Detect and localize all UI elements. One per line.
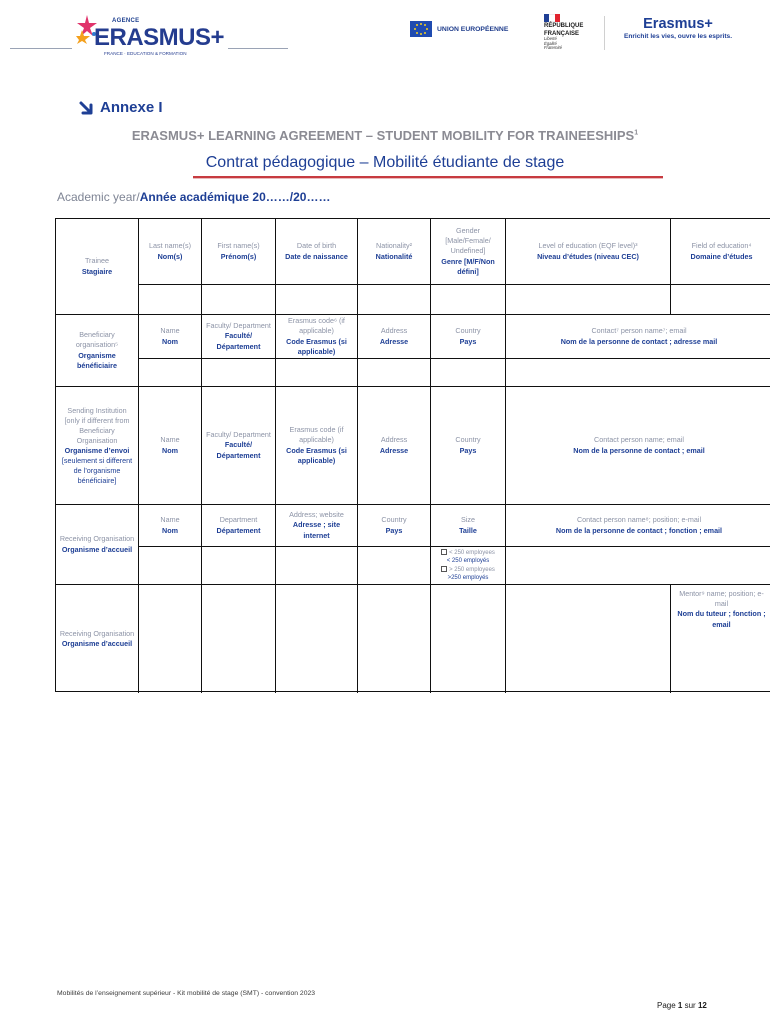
- sending-name-header: Name Nom: [139, 387, 202, 505]
- agence-subtitle: FRANCE · EDUCATION & FORMATION: [104, 51, 187, 56]
- arrow-down-right-icon: [78, 100, 94, 116]
- mentor-blank-cell-5[interactable]: [431, 585, 506, 693]
- mentor-blank-cell-2[interactable]: [202, 585, 276, 693]
- trainee-gender-header: Gender [Male/Female/ Undefined] Genre [M/F/Non défini]: [431, 219, 506, 285]
- erasmus-plus-logo: Erasmus+ Enrichit les vies, ouvre les esprits.: [623, 16, 733, 40]
- receiving-country-input[interactable]: [358, 547, 431, 585]
- beneficiary-address-header: Address Adresse: [358, 315, 431, 359]
- trainee-education-level-header: Level of education (EQF level)³ Niveau d’études (niveau CEC): [506, 219, 671, 285]
- beneficiary-country-header: Country Pays: [431, 315, 506, 359]
- agence-wordmark: ERASMUS+: [94, 24, 225, 51]
- trainee-first-name-input[interactable]: [202, 285, 276, 315]
- receiving-contact-input[interactable]: [506, 547, 770, 585]
- size-over-250-option[interactable]: > 250 employees: [441, 566, 495, 574]
- beneficiary-erasmus-code-input[interactable]: [276, 359, 358, 387]
- document-title: ERASMUS+ LEARNING AGREEMENT – STUDENT MOBILITY FOR TRAINEESHIPS$^1$: [131, 128, 639, 143]
- trainee-last-name-input[interactable]: [139, 285, 202, 315]
- trainee-education-level-input[interactable]: [506, 285, 671, 315]
- beneficiary-row-label: Beneficiary organisation⁵ Organisme bénéficiaire: [56, 315, 139, 387]
- beneficiary-contact-input[interactable]: [506, 359, 770, 387]
- receiving-country-header: Country Pays: [358, 505, 431, 547]
- mentor-header: Mentor⁹ name; position; e-mail Nom du tuteur ; fonction ; email: [677, 589, 766, 629]
- beneficiary-country-input[interactable]: [431, 359, 506, 387]
- sending-erasmus-code-header: Erasmus code (if applicable) Code Erasmus (si applicable): [276, 387, 358, 505]
- logo-divider: [604, 16, 605, 50]
- trainee-field-input[interactable]: [671, 285, 770, 315]
- receiving-name-header: Name Nom: [139, 505, 202, 547]
- sending-country-header: Country Pays: [431, 387, 506, 505]
- eu-flag-icon: [410, 21, 432, 37]
- receiving-row-label: Receiving Organisation Organisme d’accueil: [56, 505, 139, 585]
- beneficiary-name-input[interactable]: [139, 359, 202, 387]
- receiving-address-input[interactable]: [276, 547, 358, 585]
- beneficiary-faculty-input[interactable]: [202, 359, 276, 387]
- trainee-last-name-header: Last name(s) Nom(s): [139, 219, 202, 285]
- beneficiary-address-input[interactable]: [358, 359, 431, 387]
- receiving-department-header: Department Département: [202, 505, 276, 547]
- trainee-gender-input[interactable]: [431, 285, 506, 315]
- receiving-contact-header: Contact person name⁸; position; e-mail Nom de la personne de contact ; fonction ; email: [506, 505, 770, 547]
- trainee-nationality-input[interactable]: [358, 285, 431, 315]
- mentor-blank-cell-4[interactable]: [358, 585, 431, 693]
- mentor-blank-cell-6[interactable]: [506, 585, 671, 693]
- beneficiary-erasmus-code-header: Erasmus code⁶ (if applicable) Code Erasmus (si applicable): [276, 315, 358, 359]
- trainee-field-header: Field of education⁴ Domaine d’études: [671, 219, 770, 285]
- mentor-blank-cell-1[interactable]: [139, 585, 202, 693]
- sending-address-header: Address Adresse: [358, 387, 431, 505]
- agence-erasmus-logo: [76, 10, 236, 56]
- trainee-dob-header: Date of birth Date de naissance: [276, 219, 358, 285]
- page-number: Page 1 sur 12: [657, 1001, 707, 1010]
- french-flag-icon: [544, 14, 560, 22]
- document-subtitle: Contrat pédagogique – Mobilité étudiante de stage: [205, 154, 565, 171]
- receiving-size-header: Size Taille: [431, 505, 506, 547]
- annexe-heading: Annexe I: [78, 99, 163, 116]
- trainee-nationality-header: Nationality² Nationalité: [358, 219, 431, 285]
- trainee-row-label: Trainee Stagiaire: [56, 219, 139, 315]
- sending-contact-header: Contact person name; email Nom de la personne de contact ; email: [506, 387, 770, 505]
- header-rule-right: [228, 48, 288, 49]
- sending-faculty-header: Faculty/ Department Faculté/ Département: [202, 387, 276, 505]
- receiving-mentor-row-label: Receiving Organisation Organisme d’accueil: [56, 585, 139, 693]
- agence-label: AGENCE: [112, 18, 140, 24]
- receiving-name-input[interactable]: [139, 547, 202, 585]
- trainee-dob-input[interactable]: [276, 285, 358, 315]
- trainee-first-name-header: First name(s) Prénom(s): [202, 219, 276, 285]
- beneficiary-contact-header: Contact⁷ person name⁷; email Nom de la personne de contact ; adresse mail: [506, 315, 770, 359]
- eu-label: UNION EUROPÉENNE: [437, 25, 509, 33]
- receiving-department-input[interactable]: [202, 547, 276, 585]
- beneficiary-name-header: Name Nom: [139, 315, 202, 359]
- mentor-blank-cell-3[interactable]: [276, 585, 358, 693]
- receiving-size-options: < 250 employees < 250 employés > 250 employees >250 employés: [431, 547, 506, 585]
- size-under-250-option[interactable]: < 250 employees: [441, 549, 495, 557]
- sending-row-label: Sending Institution [only if different from Beneficiary Organisation Organisme d’envoi [seulement si different de l’organisme bénéficiaire]: [56, 387, 139, 505]
- receiving-address-header: Address; website Adresse ; site internet: [276, 505, 358, 547]
- academic-year: Academic year/Année académique 20……/20……: [57, 190, 331, 204]
- title-underline: [193, 176, 663, 179]
- eu-logo: [410, 21, 508, 37]
- beneficiary-faculty-header: Faculty/ Department Faculté/ Département: [202, 315, 276, 359]
- learning-agreement-table: [55, 218, 770, 692]
- checkbox-icon[interactable]: [441, 549, 447, 555]
- checkbox-icon[interactable]: [441, 566, 447, 572]
- republique-francaise-logo: RÉPUBLIQUE FRANÇAISE Liberté Égalité Fraternité: [544, 14, 604, 54]
- footer-text: Mobilités de l’enseignement supérieur - Kit mobilité de stage (SMT) - convention 2023: [57, 990, 316, 997]
- header-rule-left: [10, 48, 72, 49]
